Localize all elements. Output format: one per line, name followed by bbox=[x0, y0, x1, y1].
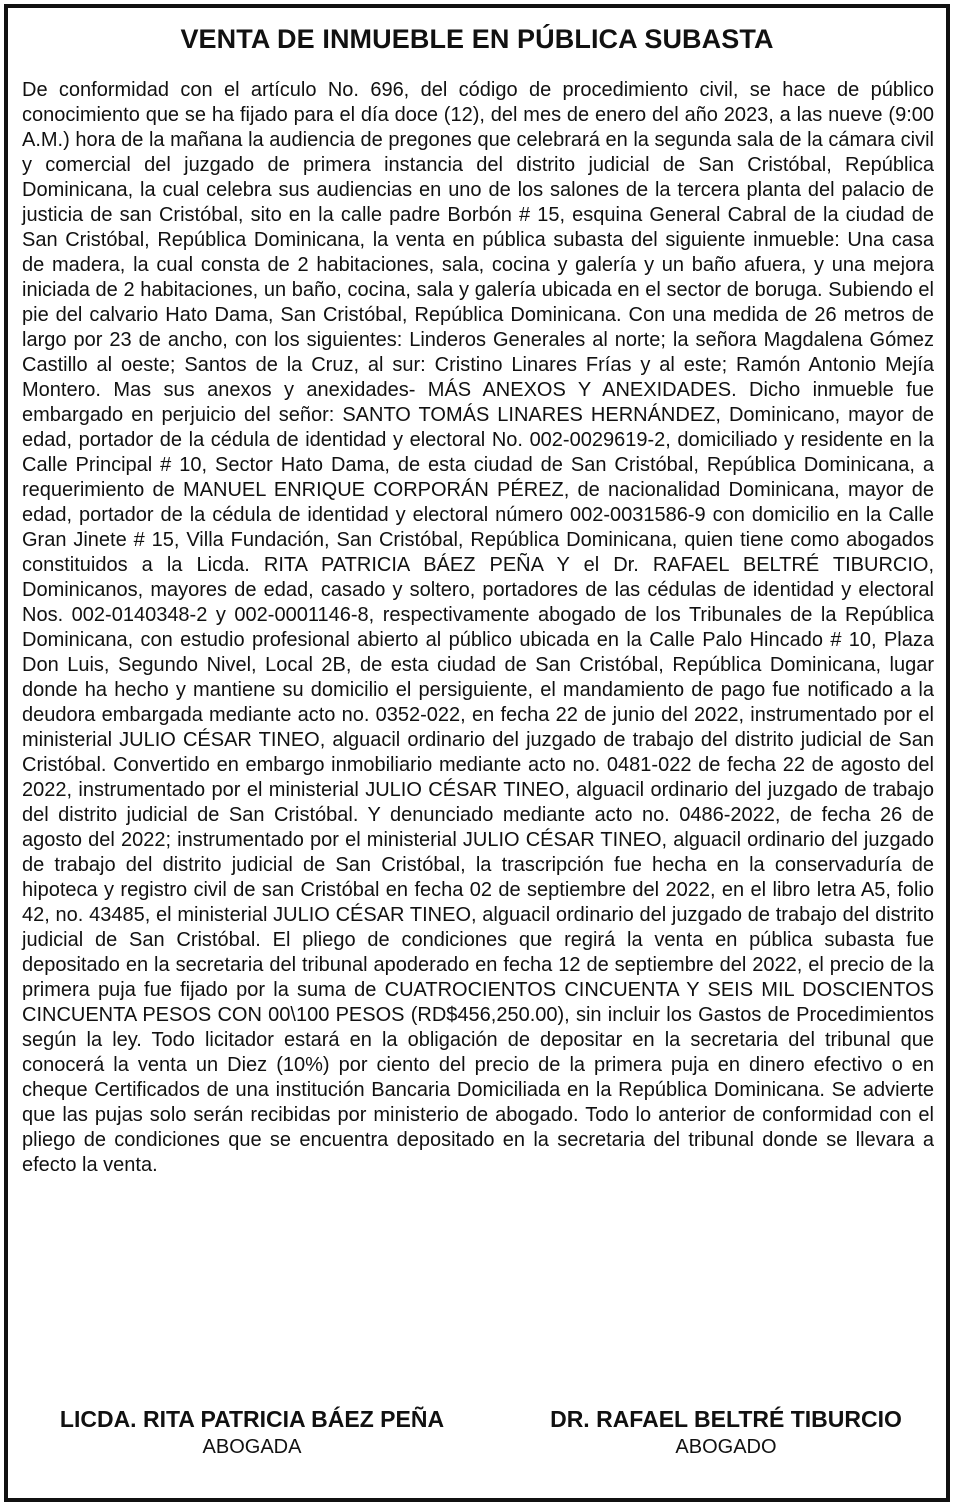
signature-role: ABOGADO bbox=[675, 1436, 777, 1458]
signature-block-left bbox=[28, 1404, 476, 1460]
signature-name: DR. RAFAEL BELTRÉ TIBURCIO bbox=[550, 1406, 902, 1432]
signature-block-right bbox=[512, 1404, 940, 1460]
signature-role: ABOGADA bbox=[202, 1436, 302, 1458]
notice-body: De conformidad con el artículo No. 696, del código de procedimiento civil, se hace de público conocimiento que se ha fijado para el día doce (12), del mes de enero del año 2023, a las nueve (9:00 A.M.) hora de la mañana la audiencia de pregones que celebrará en la segunda sala de la cámara civil y comercial del juzgado de primera instancia del distrito judicial de San Cristóbal, República Dominicana, la cual celebra sus audiencias en uno de los salones de la tercera planta del palacio de justicia de san Cristóbal, sito en la calle padre Borbón # 15, esquina General Cabral de la ciudad de San Cristóbal, República Dominicana, la venta en pública subasta del siguiente inmueble: Una casa de madera, la cual consta de 2 habitaciones, sala, cocina y galería y un baño afuera, y una mejora iniciada de 2 habitaciones, un baño, cocina, sala y galería ubicada en el sector de boruga. Subiendo el pie del calvario Hato Dama, San Cristóbal, República Dominicana. Con una medida de 26 metros de largo por 23 de ancho, con los siguientes: Linderos Generales al norte; la señora Magdalena Gómez Castillo al oeste; Santos de la Cruz, al sur: Cristino Linares Frías y al este; Ramón Antonio Mejía Montero. Mas sus anexos y anexidades- MÁS ANEXOS Y ANEXIDADES. Dicho inmueble fue embargado en perjuicio del señor: SANTO TOMÁS LINARES HERNÁNDEZ, Dominicano, mayor de edad, portador de la cédula de identidad y electoral No. 002-0029619-2, domiciliado y residente en la Calle Principal # 10, Sector Hato Dama, de esta ciudad de San Cristóbal, República Dominicana, a requerimiento de MANUEL ENRIQUE CORPORÁN PÉREZ, de nacionalidad Dominicana, mayor de edad, portador de la cédula de identidad y electoral número 002-0031586-9 con domicilio en la Calle Gran Jinete # 15, Villa Fundación, San Cristóbal, República Dominicana, quien tiene como abogados constituidos a la Licda. RITA PATRICIA BÁEZ PEÑA Y el Dr. RAFAEL BELTRÉ TIBURCIO, Dominicanos, mayores de edad, casado y soltero, portadores de las cédulas de identidad y electoral Nos. 002-0140348-2 y 002-0001146-8, respectivamente abogado de los Tribunales de la República Dominicana, con estudio profesional abierto al público ubicada en la Calle Palo Hincado # 10, Plaza Don Luis, Segundo Nivel, Local 2B, de esta ciudad de San Cristóbal, República Dominicana, lugar donde ha hecho y mantiene su domicilio el persiguiente, el mandamiento de pago fue notificado a la deudora embargada mediante acto no. 0352-022, en fecha 22 de junio del 2022, instrumentado por el ministerial JULIO CÉSAR TINEO, alguacil ordinario del juzgado de trabajo del distrito judicial de San Cristóbal. Convertido en embargo inmobiliario mediante acto no. 0481-022 de fecha 22 de agosto del 2022, instrumentado por el ministerial JULIO CÉSAR TINEO, alguacil ordinario del juzgado de trabajo del distrito judicial de San Cristóbal. Y denunciado mediante acto no. 0486-2022, de fecha 26 de agosto del 2022; instrumentado por el ministerial JULIO CÉSAR TINEO, alguacil ordinario del juzgado de trabajo del distrito judicial de San Cristóbal, la trascripción fue hecha en la conservaduría de hipoteca y registro civil de san Cristóbal en fecha 02 de septiembre del 2022, en el libro letra A5, folio 42, no. 43485, el ministerial JULIO CÉSAR TINEO, alguacil ordinario del juzgado de trabajo del distrito judicial de San Cristóbal. El pliego de condiciones que regirá la venta en pública subasta fue depositado en la secretaria del tribunal apoderado en fecha 12 de septiembre del 2022, el precio de la primera puja fue fijado por la suma de CUATROCIENTOS CINCUENTA Y SEIS MIL DOSCIENTOS CINCUENTA PESOS CON 00\100 PESOS (RD$456,250.00), sin incluir los Gastos de Procedimientos según la ley. Todo licitador estará en la obligación de depositar en la secretaria del tribunal que conocerá la venta un Diez (10%) por ciento del precio de la primera puja en dinero efectivo o en cheque Certificados de una institución Bancaria Domiciliada en la República Dominicana. Se advierte que las pujas solo serán recibidas por ministerio de abogado. Todo lo anterior de conformidad con el pliego de condiciones que se encuentra depositado en la secretaria del tribunal donde se llevara a efecto la venta. bbox=[22, 79, 934, 1176]
signature-name: LICDA. RITA PATRICIA BÁEZ PEÑA bbox=[59, 1406, 445, 1432]
notice-title: VENTA DE INMUEBLE EN PÚBLICA SUBASTA bbox=[180, 24, 774, 54]
notice-frame bbox=[4, 4, 950, 1502]
